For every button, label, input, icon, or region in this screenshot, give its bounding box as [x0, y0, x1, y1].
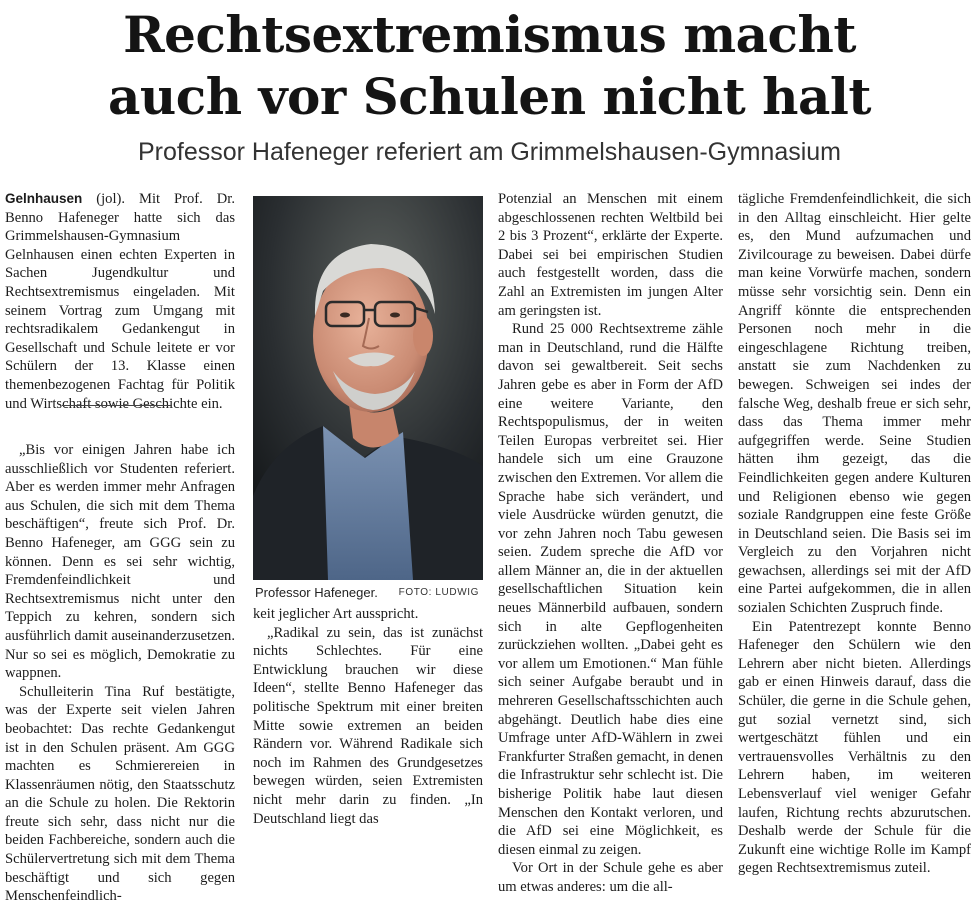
- paragraph-4: „Radikal zu sein, das ist zunächst nichts Schlechtes. Für eine Entwicklung brauchen wir diese Ideen“, stellte Benno Hafeneger das politische Spektrum mit einer breiten Mitte sowie extremen an beiden Rändern vor. Während Radikale sich noch im Rahmen des Grundgesetzes bewegen würden, seien Extremisten nicht mehr darin zu finden. „In Deutschland liegt das: [253, 624, 483, 827]
- paragraph-4-continued: Potenzial an Menschen mit einem abgeschlossenen rechten Weltbild bei 2 bis 3 Prozent“, erklärte der Experte. Dabei sei bei empirischen Studien auch festgestellt worden, dass die Zahl an Extremisten im jungen Alter am geringsten ist.: [498, 191, 723, 319]
- headline-line-2: auch vor Schulen nicht halt: [108, 67, 871, 126]
- paragraph-3-continued: keit jeglicher Art ausspricht.: [253, 606, 419, 622]
- photo-caption: [253, 585, 483, 603]
- paragraph-1: [5, 190, 235, 413]
- column-2: [253, 605, 483, 828]
- column-1-bottom: [5, 441, 235, 906]
- paragraph-6: Vor Ort in der Schule gehe es aber um etwas anderes: um die all-: [498, 860, 723, 895]
- paragraph-1-text: (jol). Mit Prof. Dr. Benno Hafeneger hatte sich das Grimmelshausen-Gymnasium Gelnhausen einen echten Experten in Sachen Jugendkultur und Rechtsextremismus eingeladen. Mit seinem Vortrag zum Umgang mit rechtsradikalem Gedankengut in Gesellschaft und Schule leitete er vor Schülern der 13. Klasse einen themenbezogenen Fachtag für Politik und Wirtschaft sowie Geschichte ein.: [5, 191, 235, 412]
- column-4: [738, 190, 971, 878]
- paragraph-7: Ein Patentrezept konnte Benno Hafeneger den Schülern wie den Lehrern aber nicht bieten. Allerdings gab er einen Hinweis darauf, dass die Schüler, die gerne in die Schule gehen, gut sozial vernetzt sind, sich wertgeschätzt fühlen und ein vertrauensvolles Verhältnis zu den Lehrern haben, im weiteren Lebensverlauf viel weniger Gefahr laufen, Richtung rechts abzurutschen. Deshalb werde der Schule für die Zukunft eine wichtige Rolle im Kampf gegen Rechtsextremismus zuteil.: [738, 618, 971, 877]
- subheadline: Professor Hafeneger referiert am Grimmelshausen-Gymnasium: [137, 138, 841, 166]
- paragraph-5: Rund 25 000 Rechtsextreme zähle man in Deutschland, rund die Hälfte davon sei gewaltbereit. Seit sechs Jahren gebe es aber in Form der AfD eine weitere Variante, den Rechtspopulismus, der in weiten Teilen Europas verbreitet sei. Hier handele sich um eine Grauzone zwischen den Extremen. Vor allem die Sprache habe sich verändert, und viele Ausdrücke würden genutzt, die vor zehn Jahren noch Tabu gewesen seien. Zudem spreche die AfD vor allem Männer an, die in der aktuellen gesellschaftlichen Situation kein neues Männerbild aufbauen, sondern sich in alte Gepflogenheiten zurückziehen wollten. „Dabei geht es vor allem um Emotionen.“ Man fühle sich seiner Aufgabe beraubt und in mehreren Gesellschaftsschichten auch abgehängt. Deutlich habe dies eine Umfrage unter AfD-Wählern in zwei Frankfurter Straßen gemacht, in denen die Infrastruktur sehr schlecht ist. Die bisherige Politik habe laut diesen Menschen den Kontakt verloren, und die AfD sei eine Möglichkeit, es diesen einmal zu zeigen.: [498, 321, 723, 858]
- paragraph-6-continued: tägliche Fremdenfeindlichkeit, die sich in den Alltag einschleicht. Hier gelte es, den Mund aufzumachen und Zivilcourage zu beweisen. Dabei dürfe man keine Vorwürfe machen, sondern müsse sehr vorsichtig sein. Denn ein Angriff könnte die entsprechenden Personen noch mehr in die eingeschlagene Richtung treiben, anstatt sie zum Nachdenken zu bewegen. Schweigen sei indes der falsche Weg, deshalb freue er sich sehr, dass das Thema immer mehr aufgegriffen werde. Seine Studien hätten ihm gezeigt, das die Feindlichkeiten gegen andere Kulturen und Religionen ebenso wie gegen soziale Randgruppen eine feste Größe in Deutschland seien. Die Basis sei im Vergleich zu den Vorjahren nicht gewachsen, allerdings sei mit der AfD eine Partei aufgekommen, die in allen sozialen Schichten Zuspruch finde.: [738, 191, 971, 617]
- dateline: Gelnhausen: [5, 191, 83, 206]
- headline: [0, 4, 979, 128]
- headline-line-1: Rechtsextremismus macht: [123, 5, 856, 64]
- paragraph-2: „Bis vor einigen Jahren habe ich ausschließlich vor Studenten referiert. Aber es werden immer mehr Anfragen aus Schulen, die sich mit dem Thema beschäftigen“, freute sich Prof. Dr. Benno Hafeneger, am GGG sein zu können. Denn es sei sehr wichtig, Fremdenfeindlichkeit und Rechtsextremismus nicht unter den Teppich zu kehren, sondern sich ausführlich damit auseinanderzusetzen. Nur so sei es möglich, Demokratie zu wappnen.: [5, 442, 235, 682]
- column-1-top: [5, 190, 235, 413]
- column-3: [498, 190, 723, 897]
- photo-credit: FOTO: LUDWIG: [398, 587, 479, 598]
- paragraph-3: Schulleiterin Tina Ruf bestätigte, was der Experte seit vielen Jahren beobachtet: Das rechte Gedankengut ist in den Schulen präsent. Am GGG machten es Schmierereien in Klassenräumen nötig, den Staatsschutz an die Schule zu holen. Die Rektorin freute sich sehr, dass nicht nur die beiden Fachbereiche, sondern auch die Schülervertretung sich mit dem Thema beschäftigt und sich gegen Menschenfeindlich-: [5, 683, 235, 905]
- portrait-photo: [253, 196, 483, 580]
- caption-text: Professor Hafeneger.: [255, 585, 378, 600]
- section-divider: [62, 405, 172, 406]
